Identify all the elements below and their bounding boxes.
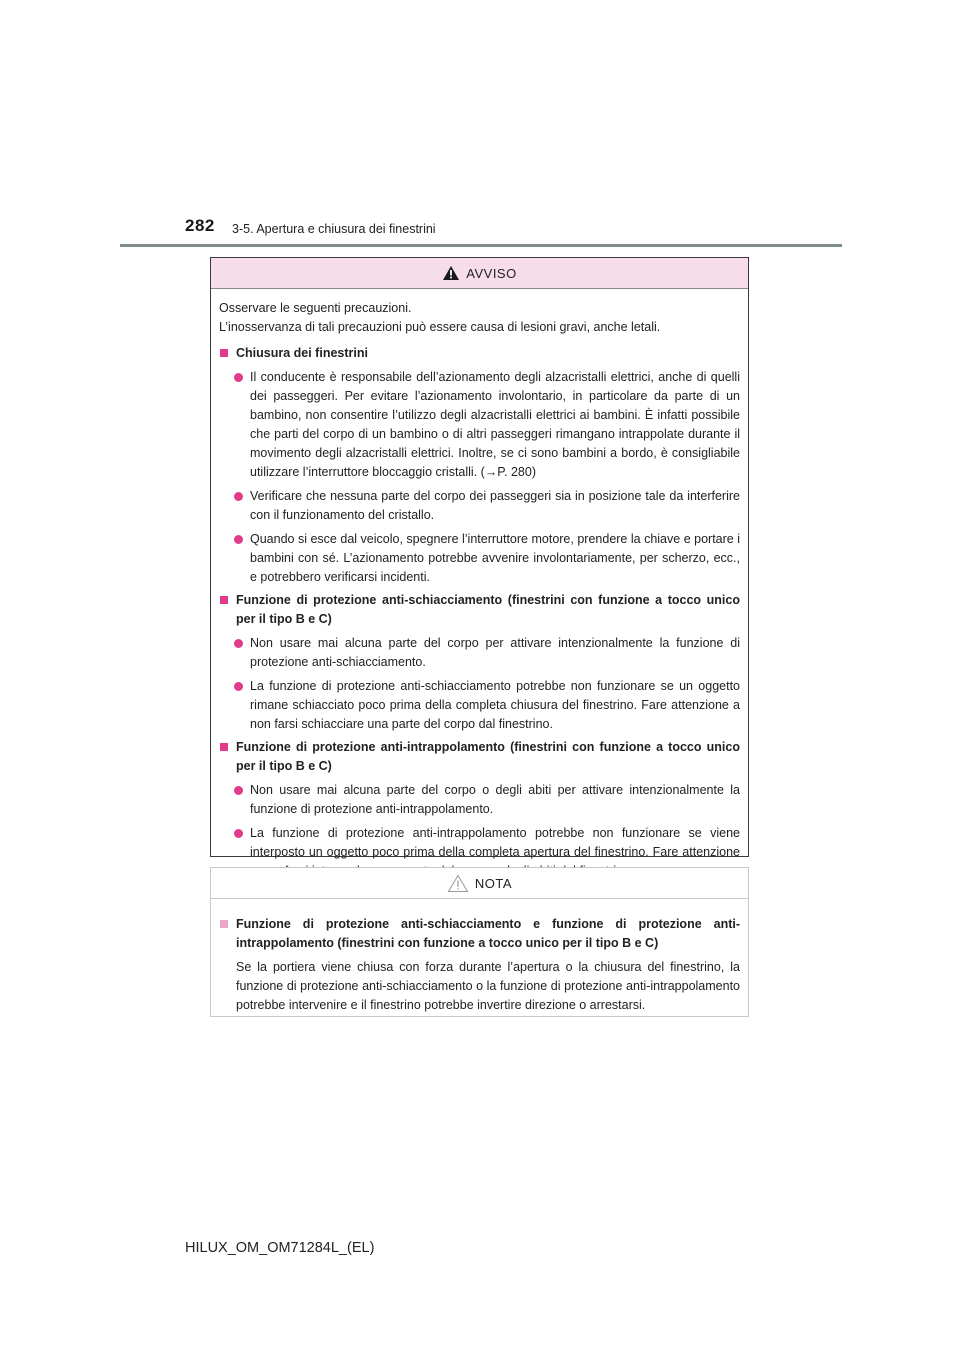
section-title: 3-5. Apertura e chiusura dei finestrini [232, 222, 436, 236]
note-box [210, 867, 749, 1017]
intro-line: L’inosservanza di tali precauzioni può essere causa di lesioni gravi, anche letali. [219, 320, 661, 334]
warning-header [211, 258, 748, 289]
intro-line: Osservare le seguenti precauzioni. [219, 301, 412, 315]
list-item: Non usare mai alcuna parte del corpo per attivare intenzionalmente la funzione di protezione anti-schiacciamento. [233, 634, 740, 672]
note-text: Se la portiera viene chiusa con forza durante l’apertura o la chiusura del finestrino, la funzione di protezione anti-schiacciamento o la funzione di protezione anti-intrappolamento potrebbe intervenire e il finestrino potrebbe invertire direzione o arrestarsi. [236, 960, 740, 1012]
square-bullet-icon [219, 738, 229, 776]
warning-title: AVVISO [466, 265, 517, 281]
square-bullet-icon [219, 344, 229, 363]
document-code: HILUX_OM_OM71284L_(EL) [185, 1240, 375, 1256]
round-bullet-icon [233, 677, 245, 734]
section-heading: Funzione di protezione anti-intrappolamento (finestrini con funzione a tocco unico per il tipo B e C) [219, 738, 740, 776]
list-item: Non usare mai alcuna parte del corpo o degli abiti per attivare intenzionalmente la funzione di protezione anti-intrappolamento. [233, 781, 740, 819]
note-title: NOTA [474, 875, 513, 891]
round-bullet-icon [233, 487, 245, 525]
note-heading: Funzione di protezione anti-schiacciamento e funzione di protezione anti-intrappolamento (finestrini con funzione a tocco unico per il tipo B e C) [219, 915, 740, 953]
section-heading: Chiusura dei finestrini [219, 344, 740, 363]
warning-triangle-icon [442, 265, 460, 281]
round-bullet-icon [233, 634, 245, 672]
square-bullet-icon [219, 915, 229, 953]
warning-box [210, 257, 749, 857]
round-bullet-icon [233, 368, 245, 482]
header-rule [120, 244, 842, 247]
note-header [211, 868, 748, 899]
warning-intro [219, 299, 740, 337]
round-bullet-icon [233, 530, 245, 587]
round-bullet-icon [233, 781, 245, 819]
list-item: La funzione di protezione anti-schiacciamento potrebbe non funzionare se un oggetto rimane schiacciato poco prima della completa chiusura del finestrino. Fare attenzione a non farsi schiacciare una parte del corpo dal finestrino. [233, 677, 740, 734]
list-item: Quando si esce dal veicolo, spegnere l’interruttore motore, prendere la chiave e portare i bambini con sé. L’azionamento potrebbe avvenire involontariamente, per scherzo, ecc., e potrebbero verificarsi incidenti. [233, 530, 740, 587]
list-item: La funzione di protezione anti-intrappolamento potrebbe non funzionare se viene interposto un oggetto poco prima della completa apertura del finestrino. Fare attenzione [233, 824, 740, 881]
page-number: 282 [185, 216, 215, 235]
section-heading: Funzione di protezione anti-schiacciamento (finestrini con funzione a tocco unico per il tipo B e C) [219, 591, 740, 629]
note-body [211, 899, 748, 1015]
caution-triangle-icon [447, 874, 469, 893]
warning-body [211, 289, 748, 881]
list-item: Verificare che nessuna parte del corpo dei passeggeri sia in posizione tale da interferire con il funzionamento del cristallo. [233, 487, 740, 525]
list-item: Il conducente è responsabile dell’azionamento degli alzacristalli elettrici, anche di quelli dei passeggeri. Per evitare l’azionamento involontario, in particolare da parte di un bambino, non consentire l’utilizzo degli alzacristalli elettrici ai bambini. È infatti possibile che parti del corpo di un bambino o di altri passeggeri rimangano intrappolate durante il movimento degli alzacristalli elettrici. Inoltre, se ci sono bambini a bordo, è consigliabile utilizzare l’interruttore bloccaggio cristalli. (→P. 280) [233, 368, 740, 482]
square-bullet-icon [219, 591, 229, 629]
